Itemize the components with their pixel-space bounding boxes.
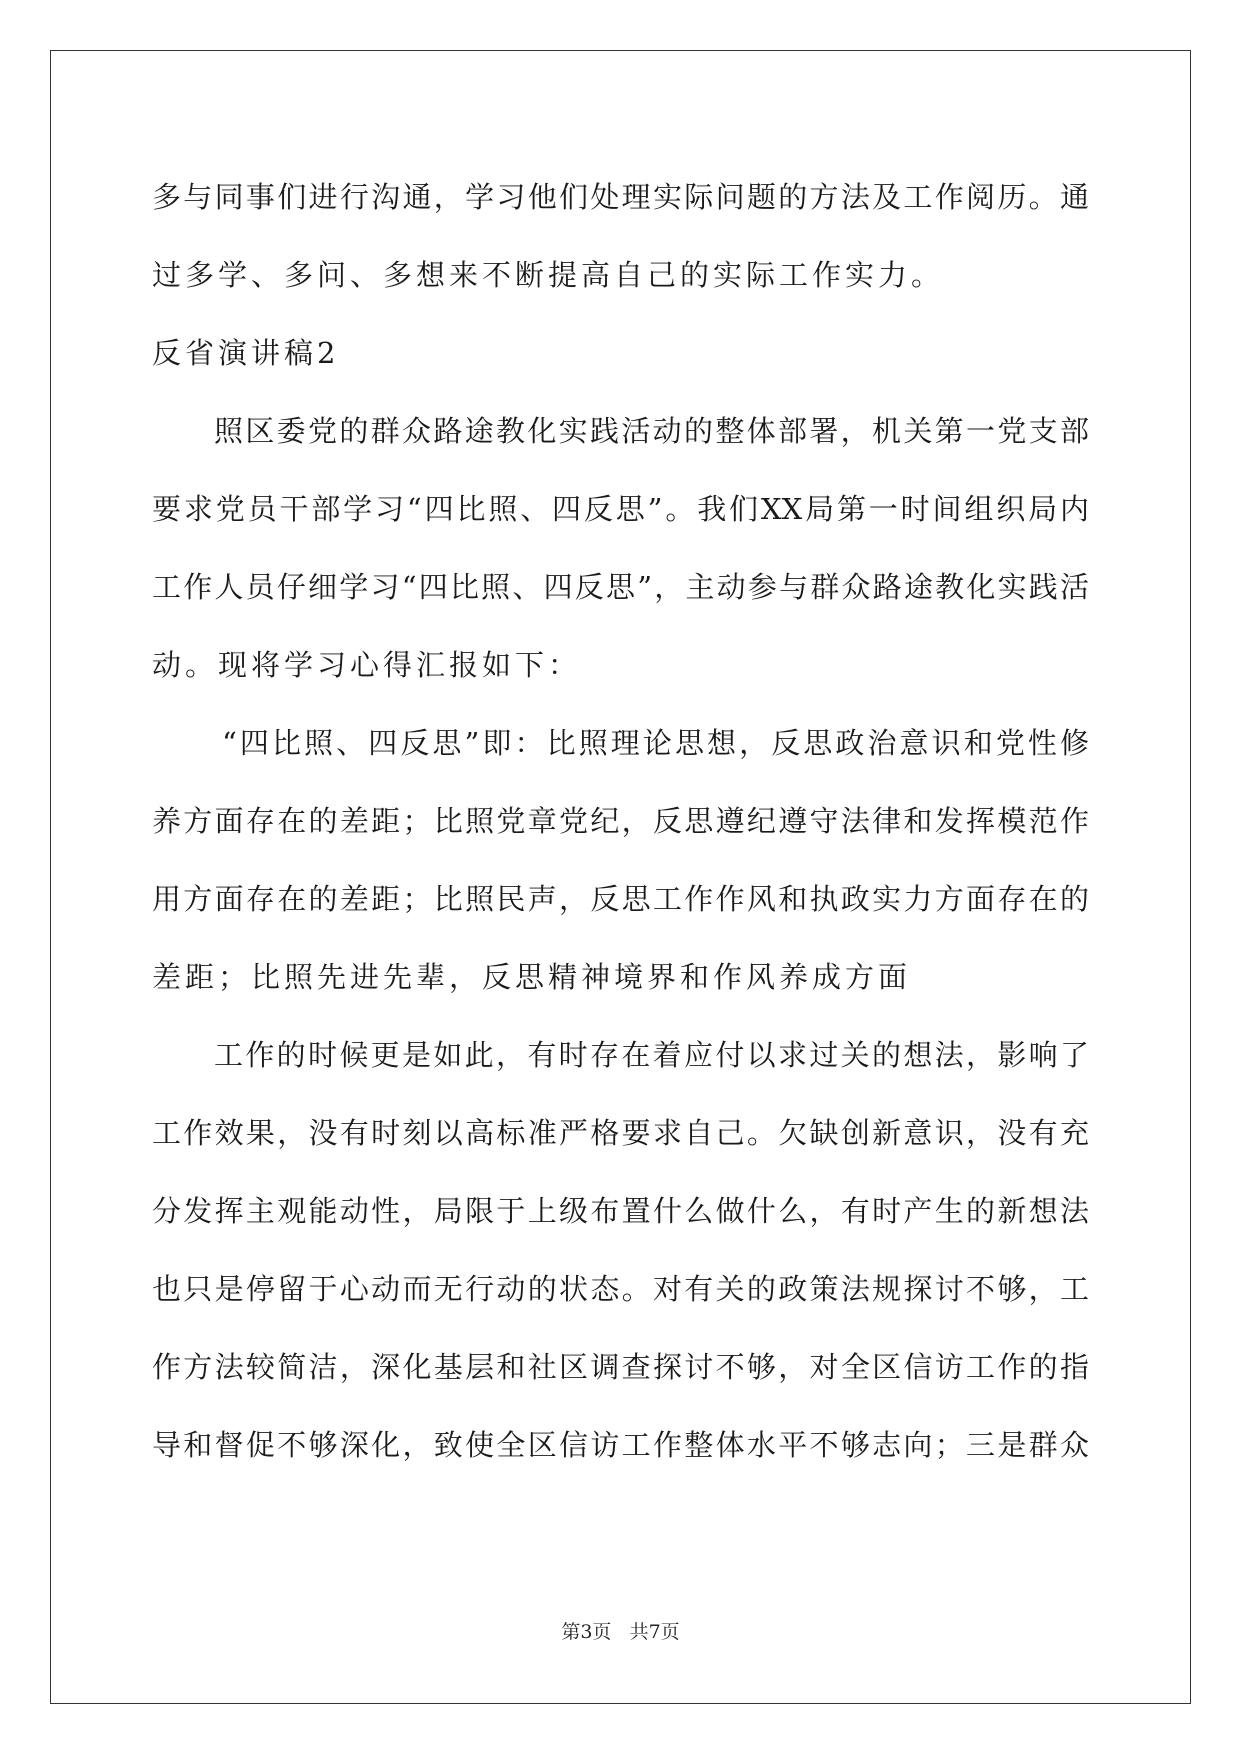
text-line: 动。现将学习心得汇报如下： — [152, 648, 582, 682]
text-line: 用方面存在的差距；比照民声，反思工作作风和执政实力方面存在的 — [152, 882, 1089, 916]
text-line: 也只是停留于心动而无行动的状态。对有关的政策法规探讨不够，工 — [152, 1272, 1089, 1306]
text-line: 导和督促不够深化，致使全区信访工作整体水平不够志向；三是群众 — [152, 1428, 1089, 1462]
document-body — [152, 158, 1089, 1484]
text-line: 差距；比照先进先辈，反思精神境界和作风养成方面 — [152, 960, 912, 994]
page-total: 共7页 — [629, 1621, 680, 1643]
text-line: 养方面存在的差距；比照党章党纪，反思遵纪遵守法律和发挥模范作 — [152, 804, 1089, 838]
section-heading: 反省演讲稿2 — [152, 336, 340, 370]
text-line: “四比照、四反思”即：比照理论思想，反思政治意识和党性修 — [222, 726, 1089, 760]
text-line: 多与同事们进行沟通，学习他们处理实际问题的方法及工作阅历。通 — [152, 180, 1089, 214]
page-number: 第3页 — [561, 1621, 612, 1643]
text-line: 要求党员干部学习“四比照、四反思”。我们XX局第一时间组织局内 — [152, 492, 1089, 526]
text-line: 分发挥主观能动性，局限于上级布置什么做什么，有时产生的新想法 — [152, 1194, 1089, 1228]
text-line: 工作的时候更是如此，有时存在着应付以求过关的想法，影响了 — [214, 1038, 1089, 1072]
text-line: 作方法较简洁，深化基层和社区调查探讨不够，对全区信访工作的指 — [152, 1350, 1089, 1384]
text-line: 过多学、多问、多想来不断提高自己的实际工作实力。 — [152, 258, 945, 292]
text-line: 工作人员仔细学习“四比照、四反思”，主动参与群众路途教化实践活 — [152, 570, 1089, 604]
text-line: 工作效果，没有时刻以高标准严格要求自己。欠缺创新意识，没有充 — [152, 1116, 1089, 1150]
text-line: 照区委党的群众路途教化实践活动的整体部署，机关第一党支部 — [214, 414, 1089, 448]
page-footer — [0, 1620, 1241, 1644]
